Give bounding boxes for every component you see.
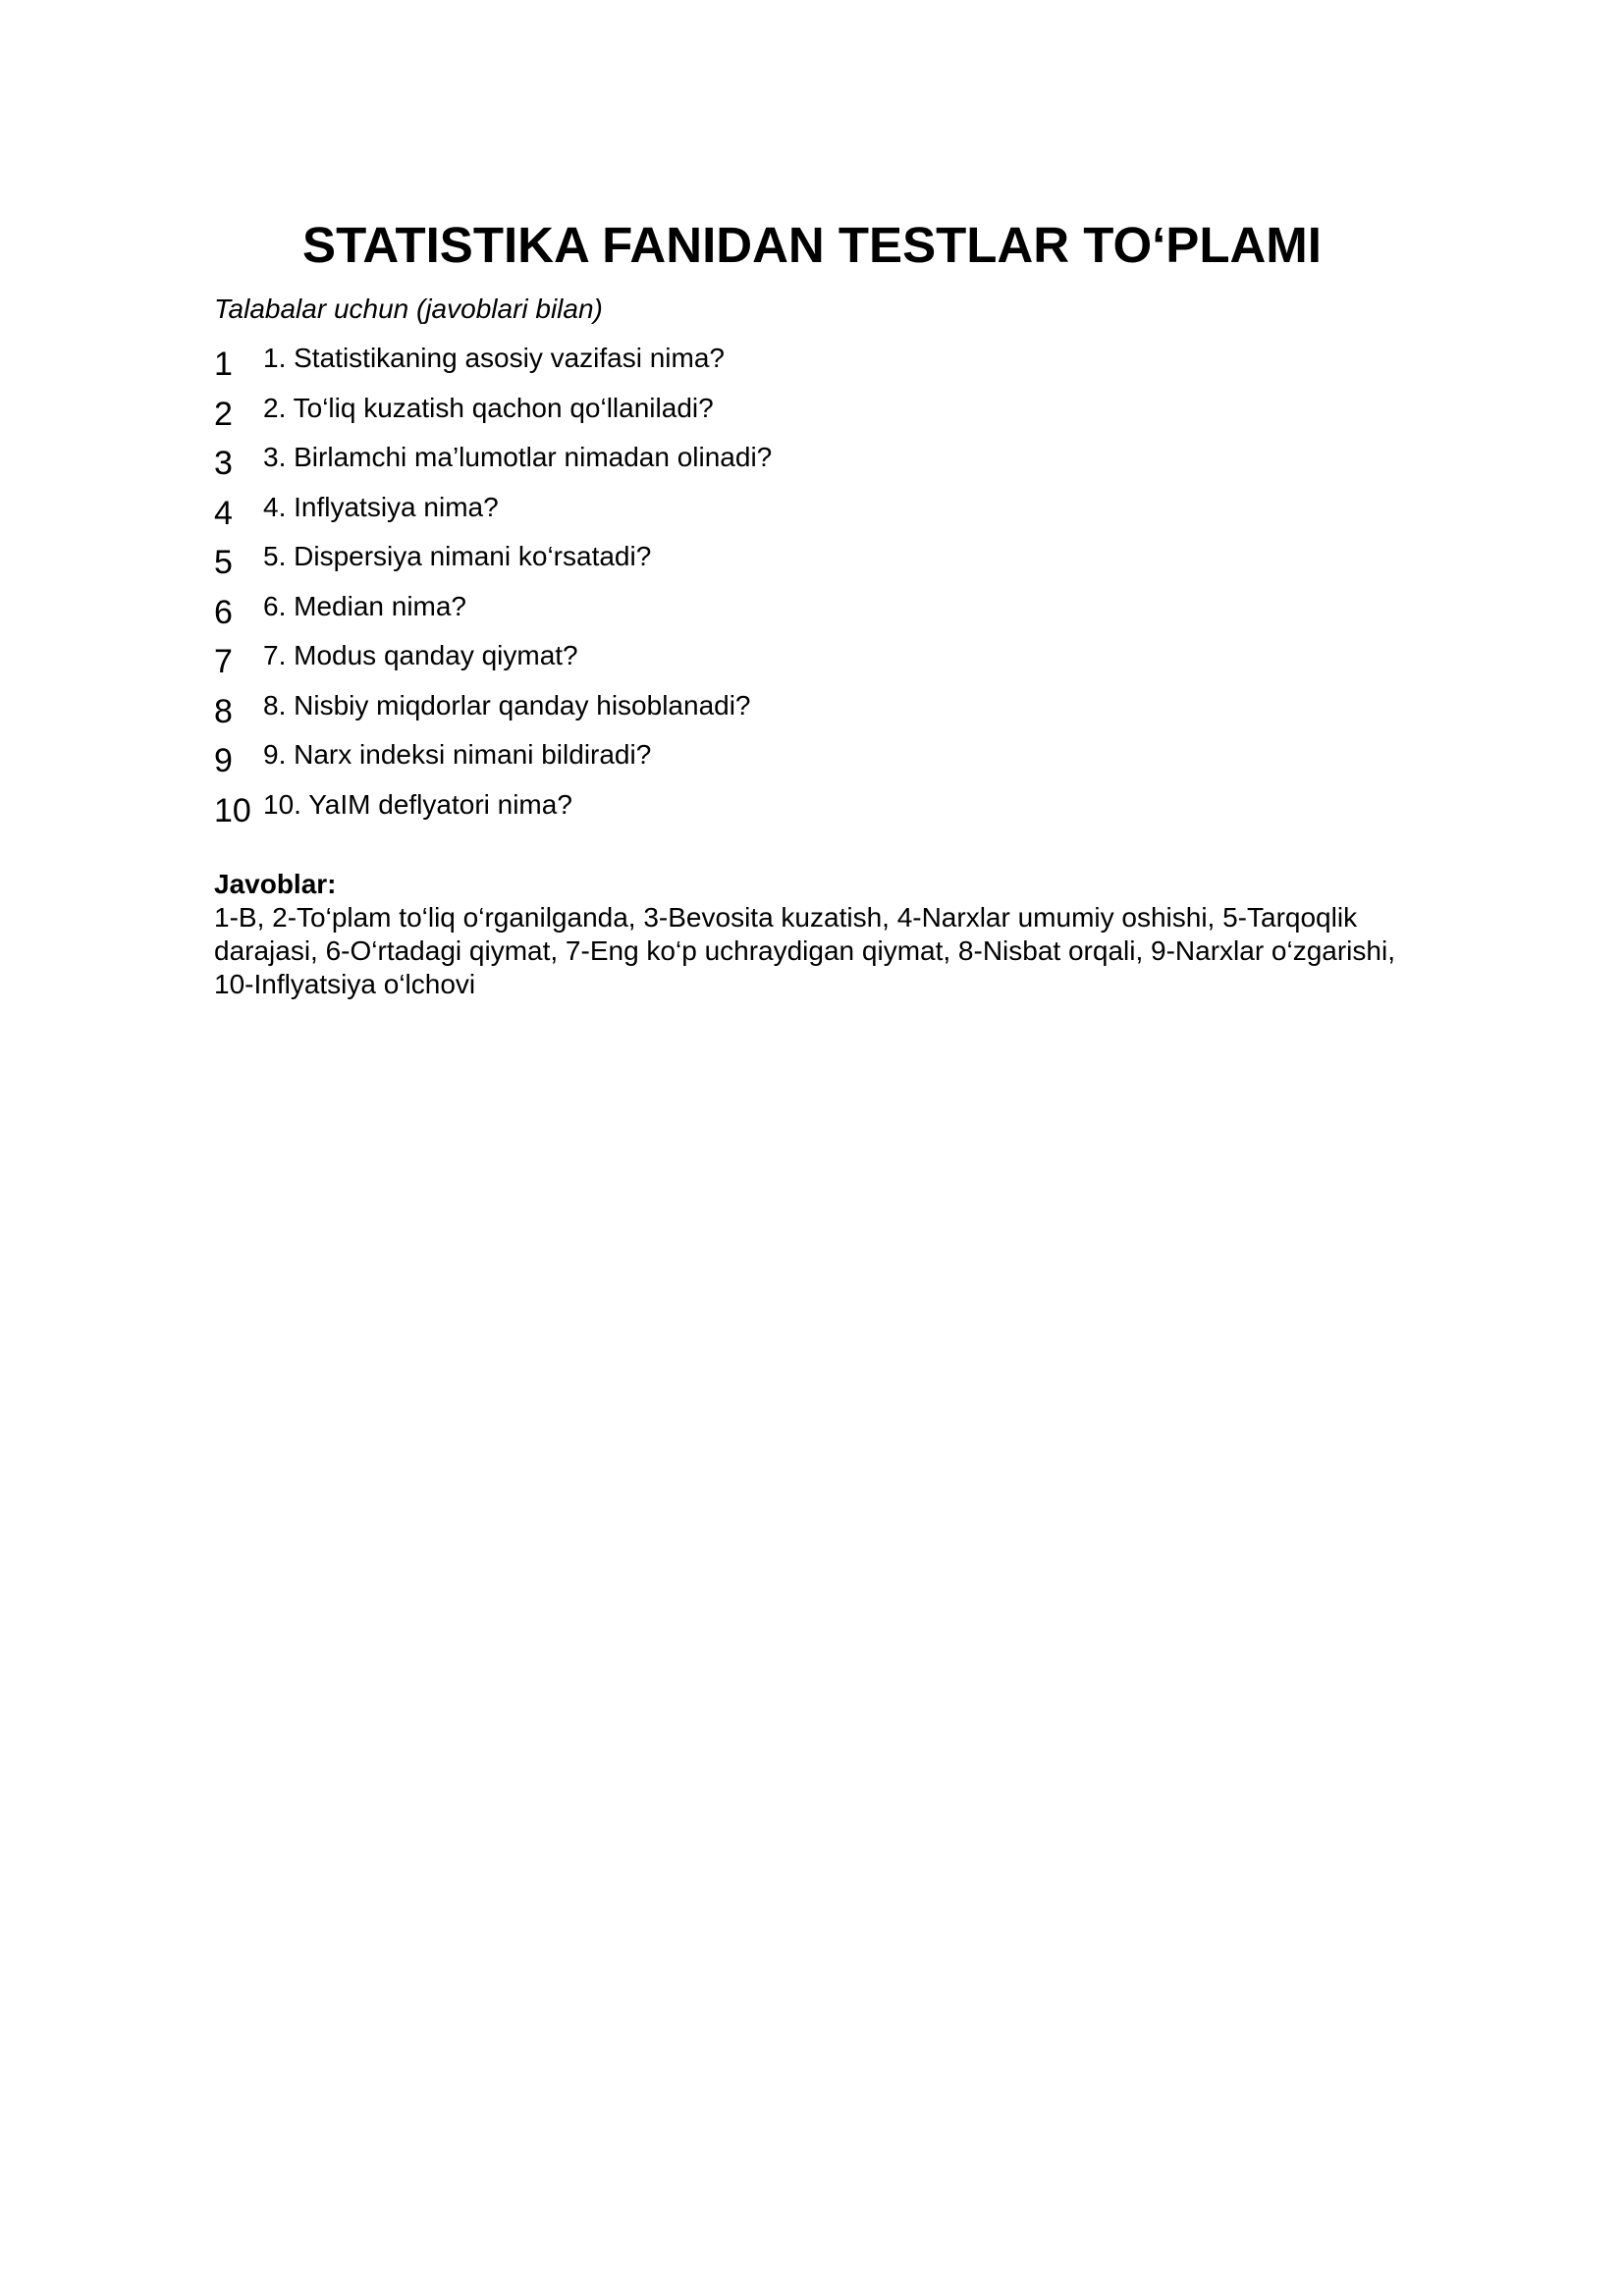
question-text: 9. Narx indeksi nimani bildiradi? bbox=[263, 739, 652, 770]
question-number: 1 bbox=[214, 346, 233, 383]
answers-section bbox=[214, 868, 1412, 1001]
question-text: 1. Statistikaning asosiy vazifasi nima? bbox=[263, 343, 725, 373]
question-text: 10. YaIM deflyatori nima? bbox=[263, 788, 572, 820]
question-text: 4. Inflyatsiya nima? bbox=[263, 491, 499, 522]
question-number: 7 bbox=[214, 643, 233, 680]
question-number: 2 bbox=[214, 395, 233, 433]
question-text: 3. Birlamchi ma’lumotlar nimadan olinadi? bbox=[263, 442, 773, 472]
question-number: 8 bbox=[214, 692, 233, 730]
question-number: 9 bbox=[214, 742, 233, 779]
question-text: 5. Dispersiya nimani ko‘rsatadi? bbox=[263, 541, 652, 571]
question-text: 2. To‘liq kuzatish qachon qo‘llaniladi? bbox=[263, 392, 714, 423]
page-title: STATISTIKA FANIDAN TESTLAR TO‘PLAMI bbox=[302, 217, 1322, 273]
question-number: 3 bbox=[214, 445, 233, 482]
question-text: 7. Modus qanday qiymat? bbox=[263, 640, 578, 670]
answers-heading: Javoblar: bbox=[214, 869, 337, 899]
answers-text: 1-B, 2-To‘plam to‘liq o‘rganilganda, 3-Bevosita kuzatish, 4-Narxlar umumiy oshishi, 5-Tarqoqlik darajasi, 6-O‘rtadagi qiymat, 7-Eng ko‘p uchraydigan qiymat, 8-Nisbat orqali, 9-Narxlar o‘zgarishi, 10-Inflyatsiya o‘lchovi bbox=[214, 902, 1395, 999]
page-subtitle: Talabalar uchun (javoblari bilan) bbox=[214, 294, 603, 324]
question-item bbox=[214, 736, 1412, 786]
question-list bbox=[214, 340, 1412, 835]
question-item bbox=[214, 390, 1412, 440]
question-item bbox=[214, 439, 1412, 489]
question-item bbox=[214, 340, 1412, 390]
question-number: 10 bbox=[214, 791, 251, 829]
question-item bbox=[214, 588, 1412, 638]
question-text: 8. Nisbiy miqdorlar qanday hisoblanadi? bbox=[263, 689, 751, 721]
question-number: 6 bbox=[214, 593, 233, 631]
question-item bbox=[214, 637, 1412, 687]
question-number: 5 bbox=[214, 544, 233, 581]
question-item bbox=[214, 538, 1412, 588]
question-item bbox=[214, 687, 1412, 737]
question-item bbox=[214, 786, 1412, 836]
question-item bbox=[214, 489, 1412, 539]
question-number: 4 bbox=[214, 494, 233, 532]
question-text: 6. Median nima? bbox=[263, 590, 467, 621]
